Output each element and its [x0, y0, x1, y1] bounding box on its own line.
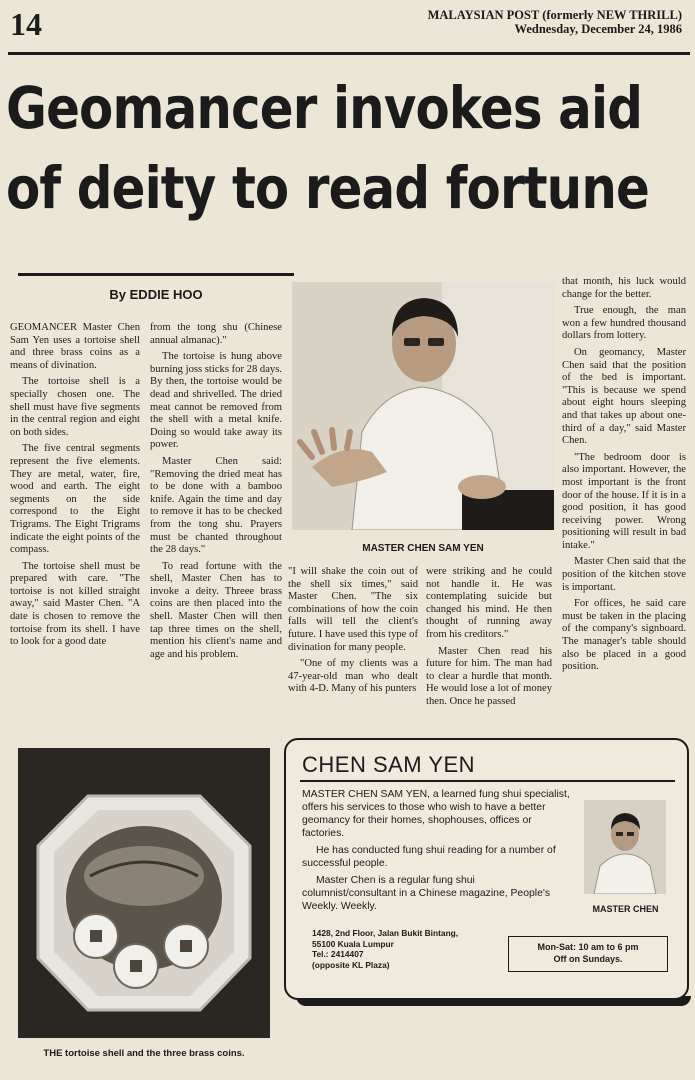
advert-opening-hours — [508, 936, 668, 972]
advert-title-rule — [300, 780, 675, 782]
address-phone: Tel.: 2414407 — [312, 949, 364, 959]
paragraph: True enough, the man won a few hundred thousand dollars from lottery. — [562, 305, 686, 342]
publication-date: Wednesday, December 24, 1986 — [514, 22, 682, 36]
hours-weekdays: Mon-Sat: 10 am to 6 pm — [537, 942, 639, 952]
master-chen-photo — [292, 282, 554, 530]
advert-box — [284, 738, 689, 1000]
byline-rule — [18, 273, 294, 276]
article-column-4 — [426, 566, 552, 734]
article-column-5 — [562, 276, 686, 736]
paragraph: Master Chen read his future for him. The man had to clear a hurdle that month. He would lose a lot of money then. Once he passed — [426, 645, 552, 707]
publication-name: MALAYSIAN POST (formerly NEW THRILL) — [427, 8, 682, 22]
paragraph: "I will shake the coin out of the shell six times," said Master Chen. "The six combinations of how the coin falls will tell the client's future. I have used this type of divination for many people. — [288, 566, 418, 653]
paragraph: The five central segments represent the five elements. They are metal, water, fire, wood and earth. The eight segments on the side correspond to the Eight Trigrams. The Eight Trigrams indicate the eight points of the compass. — [10, 443, 140, 556]
advert-body — [302, 788, 570, 917]
paragraph: "The bedroom door is also important. However, the most important is the front door of the house. If it is in a good position, it has good receiving power. Wrong positioning will result in bad intake." — [562, 451, 686, 551]
hours-sunday: Off on Sundays. — [553, 954, 623, 964]
advert-paragraph: He has conducted fung shui reading for a number of successful people. — [302, 845, 556, 869]
paragraph: Master Chen said that the position of the kitchen stove is important. — [562, 556, 686, 593]
paragraph: For offices, he said care must be taken in the placing of the company's signboard. The manager's table should also be placed in a good position. — [562, 598, 686, 673]
tortoise-shell-illustration — [18, 748, 270, 1038]
page-number: 14 — [10, 6, 42, 42]
article-column-1 — [10, 322, 140, 742]
advert-paragraph: Master Chen is a regular fung shui columnist/consultant in a Chinese magazine, People's Weekly. Weekly. — [302, 875, 551, 912]
paragraph: were striking and he could not handle it. He was contemplating suicide but changed his mind. He then thought of running away from his creditors." — [426, 566, 552, 640]
article-column-3 — [288, 566, 418, 734]
headline-line-1: Geomancer invokes aid — [6, 74, 643, 142]
address-line: 55100 Kuala Lumpur — [312, 938, 394, 949]
headline-line-2: of deity to read fortune — [6, 154, 649, 222]
masthead — [330, 8, 682, 36]
shell-photo-caption: THE tortoise shell and the three brass coins. — [43, 1048, 245, 1059]
man-photo-caption: MASTER CHEN SAM YEN — [362, 543, 484, 554]
paragraph: The tortoise is hung above burning joss sticks for 28 days. By then, the tortoise would be dead and shrivelled. The dried meat cannot be removed from the shell with a metal knife. Doing so would take away its power. — [150, 351, 282, 451]
advert-paragraph: MASTER CHEN SAM YEN, a learned fung shui specialist, offers his services to those who wish to have a better geomancy for their homes, shophouses, offices or factories. — [302, 789, 570, 839]
paragraph: The tortoise shell is a specially chosen one. The shell must have five segments in the central region and eight on both sides. — [10, 376, 140, 438]
advert-title: CHEN SAM YEN — [302, 752, 476, 777]
paragraph: On geomancy, Master Chen said that the position of the bed is important. "This is because we spend about eight hours sleeping and that takes up about one-third of a day," said Master Chen. — [562, 346, 686, 447]
paragraph: "One of my clients was a 47-year-old man who dealt with 4-D. Many of his punters — [288, 658, 418, 695]
paragraph: Master Chen said: "Removing the dried meat has to be done with a bamboo knife. Again the time and day to remove it has to be checked from the tong shu. Prayers must be chanted throughout the 28 days." — [150, 455, 282, 556]
advert-address — [312, 928, 492, 970]
paragraph: that month, his luck would change for the better. — [562, 276, 686, 300]
paragraph: GEOMANCER Master Chen Sam Yen uses a tortoise shell and three brass coins as a means of divination. — [10, 322, 140, 371]
headline — [6, 68, 649, 228]
advert-photo-caption: MASTER CHEN — [592, 904, 659, 914]
byline: By EDDIE HOO — [109, 287, 203, 302]
address-line: (opposite KL Plaza) — [312, 959, 390, 970]
masthead-rule — [8, 52, 690, 55]
address-line: 1428, 2nd Floor, Jalan Bukit Bintang, — [312, 928, 459, 938]
paragraph: To read fortune with the shell, Master Chen has to invoke a deity. Threee brass coins are then placed into the shell. Master Chen will then tap three times on the shell, mention his client's name and age and his problem. — [150, 560, 282, 660]
paragraph: from the tong shu (Chinese annual almanac)." — [150, 322, 282, 346]
advert-portrait-illustration — [584, 800, 666, 894]
tortoise-shell-photo — [18, 748, 270, 1038]
advert-portrait-photo — [584, 800, 666, 894]
article-column-2 — [150, 322, 282, 742]
paragraph: The tortoise shell must be prepared with care. "The tortoise is not killed straight away," said Master Chen. "A date is chosen to remove the tortoise from its shell. I have to look for a good date — [10, 560, 140, 648]
man-portrait-illustration — [292, 282, 554, 530]
